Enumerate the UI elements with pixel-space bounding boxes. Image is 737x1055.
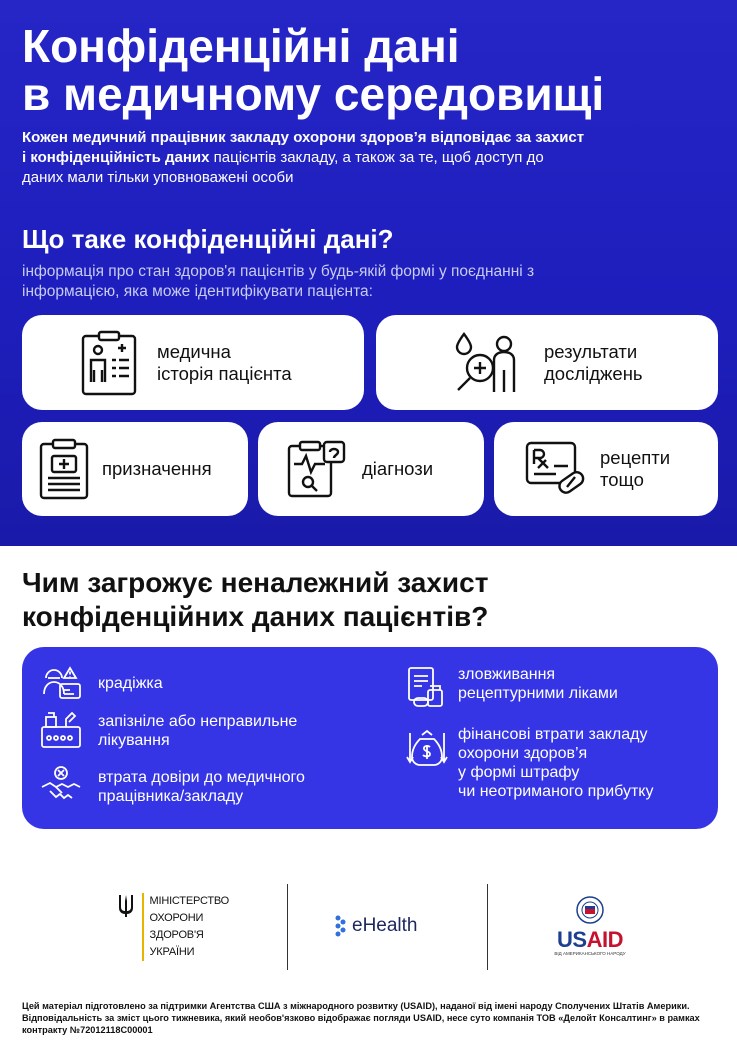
card-research-results: [376, 315, 718, 410]
money-loss-icon: [406, 725, 448, 775]
rx-pill-icon: [524, 440, 586, 498]
usaid-us: US: [557, 927, 587, 952]
ehealth-mark-icon: [334, 915, 346, 937]
moz-logo: [118, 893, 229, 961]
risk-5-line-1: фінансові втрати закладу: [458, 726, 648, 743]
risk-4-line-2: рецептурними ліками: [458, 685, 618, 702]
card-5-line-2: тощо: [600, 469, 644, 490]
risk-financial-loss: [406, 725, 653, 801]
risk-theft: [40, 664, 163, 700]
logo-separator-2: [487, 884, 488, 970]
prescription-abuse-icon: [406, 666, 446, 710]
what-sub-1: інформація про стан здоров'я пацієнтів у будь-якій формі у поєднанні з: [22, 263, 535, 280]
hacker-icon: [40, 664, 82, 700]
card-2-line-1: результати: [544, 340, 638, 362]
card-1-line-2: історія пацієнта: [157, 362, 292, 384]
title-line-1: Конфіденційні дані: [22, 20, 460, 72]
risk-3-line-2: працівника/закладу: [98, 788, 244, 805]
risk-3-line-1: втрата довіри до медичного: [98, 769, 305, 786]
risks-heading-line-1: Чим загрожує неналежний захист: [22, 567, 489, 598]
moz-bar: [142, 893, 144, 961]
risk-2-line-2: лікування: [98, 732, 170, 749]
ehealth-logo: [334, 915, 418, 937]
risk-4-line-1: зловживання: [458, 666, 556, 683]
patient-chart-icon: [80, 330, 138, 396]
risk-prescription-abuse: [406, 666, 618, 710]
usaid-wordmark: [553, 929, 627, 951]
risks-heading-line-2: конфіденційних даних пацієнтів?: [22, 601, 489, 632]
risk-5-line-2: охорони здоров’я: [458, 745, 588, 762]
risk-5-line-3: у формі штрафу: [458, 764, 580, 781]
risk-trust-loss: [40, 765, 305, 806]
logo-separator-1: [287, 884, 288, 970]
research-magnifier-icon: [454, 330, 520, 396]
card-2-line-2: досліджень: [544, 362, 643, 384]
lead-rest-2: даних мали тільки уповноважені особи: [22, 169, 294, 186]
card-diagnoses: [258, 422, 484, 516]
usaid-tagline: ВІД АМЕРИКАНСЬКОГО НАРОДУ: [554, 951, 626, 956]
usaid-seal-icon: [576, 896, 604, 924]
lead-rest-1: пацієнтів закладу, а також за те, щоб доступ до: [209, 149, 544, 166]
lead-bold-1: Кожен медичний працівник закладу охорони здоров’я відповідає за захист: [22, 129, 585, 146]
card-recipes: [494, 422, 718, 516]
what-heading: Що таке конфіденційні дані?: [22, 224, 394, 254]
card-5-line-1: рецепти: [600, 447, 671, 468]
what-subtitle: [22, 262, 702, 302]
moz-line-3: ЗДОРОВ'Я: [149, 929, 204, 941]
broken-handshake-icon: [40, 765, 82, 805]
risks-heading: [22, 566, 722, 634]
diagnosis-clipboard-icon: [286, 438, 348, 500]
page-title: [22, 22, 722, 118]
moz-line-4: УКРАЇНИ: [149, 946, 195, 958]
card-1-line-1: медична: [157, 340, 231, 362]
what-sub-2: інформацією, яка може ідентифікувати пацієнта:: [22, 283, 373, 300]
moz-text: [150, 893, 230, 961]
title-line-2: в медичному середовищі: [22, 68, 605, 120]
card-3-line-1: призначення: [102, 458, 212, 479]
footer-disclaimer: Цей матеріал підготовлено за підтримки Агентства США з міжнародного розвитку (USAID), наданої від імені народу Сполучених Штатів Америки. Відповідальність за зміст цього тижневика, який необов'язково відображає погляди USAID, несе суто компанія ТОВ «Делойт Консалтинг» в рамках контракту №72012118C00001: [22, 1001, 700, 1035]
usaid-logo: [553, 896, 627, 957]
trident-icon: [118, 893, 134, 917]
moz-line-2: ОХОРОНИ: [149, 912, 204, 924]
risk-2-line-1: запізніле або неправильне: [98, 713, 298, 730]
lead-paragraph: [22, 128, 722, 188]
risk-1-line-1: крадіжка: [98, 675, 163, 692]
usaid-aid: AID: [586, 927, 623, 952]
card-4-line-1: діагнози: [362, 458, 434, 479]
clipboard-prescription-icon: [38, 438, 90, 500]
risk-5-line-4: чи неотриманого прибутку: [458, 783, 654, 800]
card-prescription: [22, 422, 248, 516]
card-medical-history: [22, 315, 364, 410]
ehealth-wordmark: eHealth: [352, 915, 418, 936]
lead-bold-2: і конфіденційність даних: [22, 149, 210, 166]
medicine-box-icon: [40, 711, 82, 749]
risk-wrong-treatment: [40, 711, 297, 750]
moz-line-1: МІНІСТЕРСТВО: [149, 895, 229, 907]
